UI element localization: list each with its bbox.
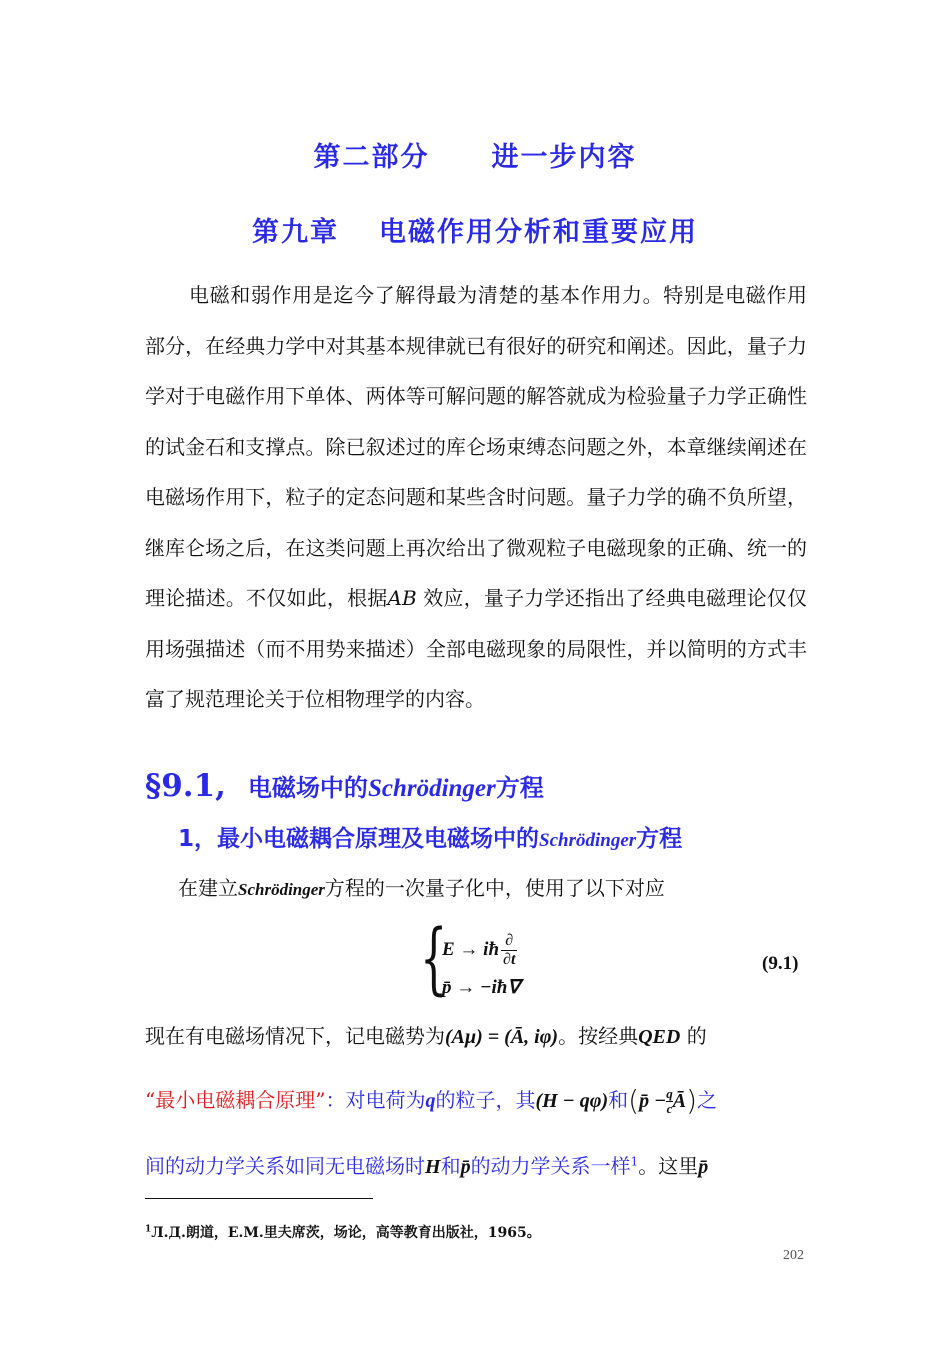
line1-latin: Schrödinger: [238, 880, 325, 899]
line3-blue-d: 之: [697, 1088, 717, 1112]
hamiltonian-h: H: [425, 1156, 441, 1178]
momentum-p-2: p̄: [698, 1156, 709, 1178]
em-potential: (Aμ) = (Ā, iφ): [445, 1026, 559, 1048]
c-den: c: [666, 1101, 673, 1116]
section-title: [145, 768, 544, 804]
line2-c: 的: [680, 1024, 707, 1048]
section-title-latin: Schrödinger: [367, 775, 496, 802]
minimal-coupling-label: “最小电磁耦合原理”: [145, 1088, 326, 1112]
subsection-title: [178, 820, 682, 853]
line3-blue-b: 的粒子，其: [435, 1088, 536, 1112]
h-minus-q-phi: (H − qφ): [535, 1090, 609, 1112]
footnote-divider: [145, 1198, 373, 1199]
line2-a: 现在有电磁场情况下，记电磁势为: [145, 1024, 445, 1048]
eq-row1-lhs: E → iħ: [442, 938, 500, 960]
line1-a: 在建立: [178, 876, 238, 900]
text-line-4: [145, 1150, 708, 1179]
line3-blue-c: 和: [608, 1088, 629, 1112]
line3-blue-a: ：对电荷为: [325, 1088, 426, 1112]
page-number: 202: [783, 1248, 804, 1263]
intro-paragraph: [145, 270, 807, 725]
chapter-title-left: 第九章: [252, 217, 339, 248]
section-title-cn2: 方程: [495, 774, 544, 802]
footnote-marker: 1: [145, 1224, 152, 1235]
equation-9-1: [420, 914, 540, 1008]
charge-q: q: [425, 1090, 436, 1112]
q-num: q: [666, 1086, 673, 1101]
line1-b: 方程的一次量子化中，使用了以下对应: [324, 876, 665, 900]
line2-b: 。按经典: [558, 1024, 639, 1048]
equation-number: (9.1): [762, 953, 799, 974]
p-minus: p̄ −: [639, 1090, 667, 1112]
subsection-suffix: 方程: [636, 826, 683, 852]
vector-a: Ā: [672, 1090, 687, 1112]
qed-label: QED: [638, 1026, 681, 1048]
subsection-latin: Schrödinger: [539, 830, 637, 851]
partial-t-fraction: [501, 932, 517, 969]
line4-blue-b: 和: [440, 1154, 461, 1178]
text-line-3: [145, 1084, 717, 1117]
line4-black: 。这里: [638, 1154, 699, 1178]
text-line-2: [145, 1020, 707, 1049]
section-title-cn1: 电磁场中的: [247, 774, 368, 802]
frac-denominator: ∂t: [503, 951, 516, 968]
text-line-1: [178, 872, 665, 901]
left-paren: (: [628, 1084, 640, 1117]
intro-text-b: 效应，量子力学还指出了经典电磁理论仅仅用场强描述（而不用势来描述）全部电磁现象的局限性，并以简明的方式丰富了规范理论关于位相物理学的内容。: [145, 586, 808, 711]
equation-row-1: [442, 932, 517, 969]
intro-text-a: 电磁和弱作用是迄今了解得最为清楚的基本作用力。特别是电磁作用部分，在经典力学中对其基本规律就已有很好的研究和阐述。因此，量子力学对于电磁作用下单体、两体等可解问题的解答就成为检验量子力学正确性的试金石和支撑点。除已叙述过的库仑场束缚态问题之外，本章继续阐述在电磁场作用下，粒子的定态问题和某些含时问题。量子力学的确不负所望，继库仑场之后，在这类问题上再次给出了微观粒子电磁现象的正确、统一的理论描述。不仅如此，根据: [145, 283, 807, 610]
subsection-prefix: 1，最小电磁耦合原理及电磁场中的: [178, 826, 540, 852]
right-paren: ): [686, 1084, 697, 1117]
footnote: [145, 1222, 541, 1242]
chapter-title: [0, 210, 950, 249]
equation-row-2: p̄ → −iħ∇: [442, 977, 521, 998]
part-title-left: 第二部分: [313, 142, 430, 173]
line4-blue-c: 的动力学关系一样: [470, 1154, 631, 1178]
line4-blue-a: 间的动力学关系如同无电磁场时: [145, 1154, 425, 1178]
left-brace: {: [420, 914, 448, 1004]
part-title-right: 进一步内容: [491, 142, 637, 173]
footnote-text: Л.Д.朗道，E.M.里夫席茨，场论，高等教育出版社，1965。: [151, 1225, 541, 1241]
part-title: [0, 135, 950, 174]
footnote-ref[interactable]: 1: [630, 1154, 639, 1169]
intro-ab: AB: [387, 586, 417, 610]
momentum-p: p̄: [460, 1156, 471, 1178]
section-number: §9.1,: [145, 768, 226, 804]
chapter-title-right: 电磁作用分析和重要应用: [379, 217, 698, 248]
frac-numerator: ∂: [501, 932, 517, 951]
